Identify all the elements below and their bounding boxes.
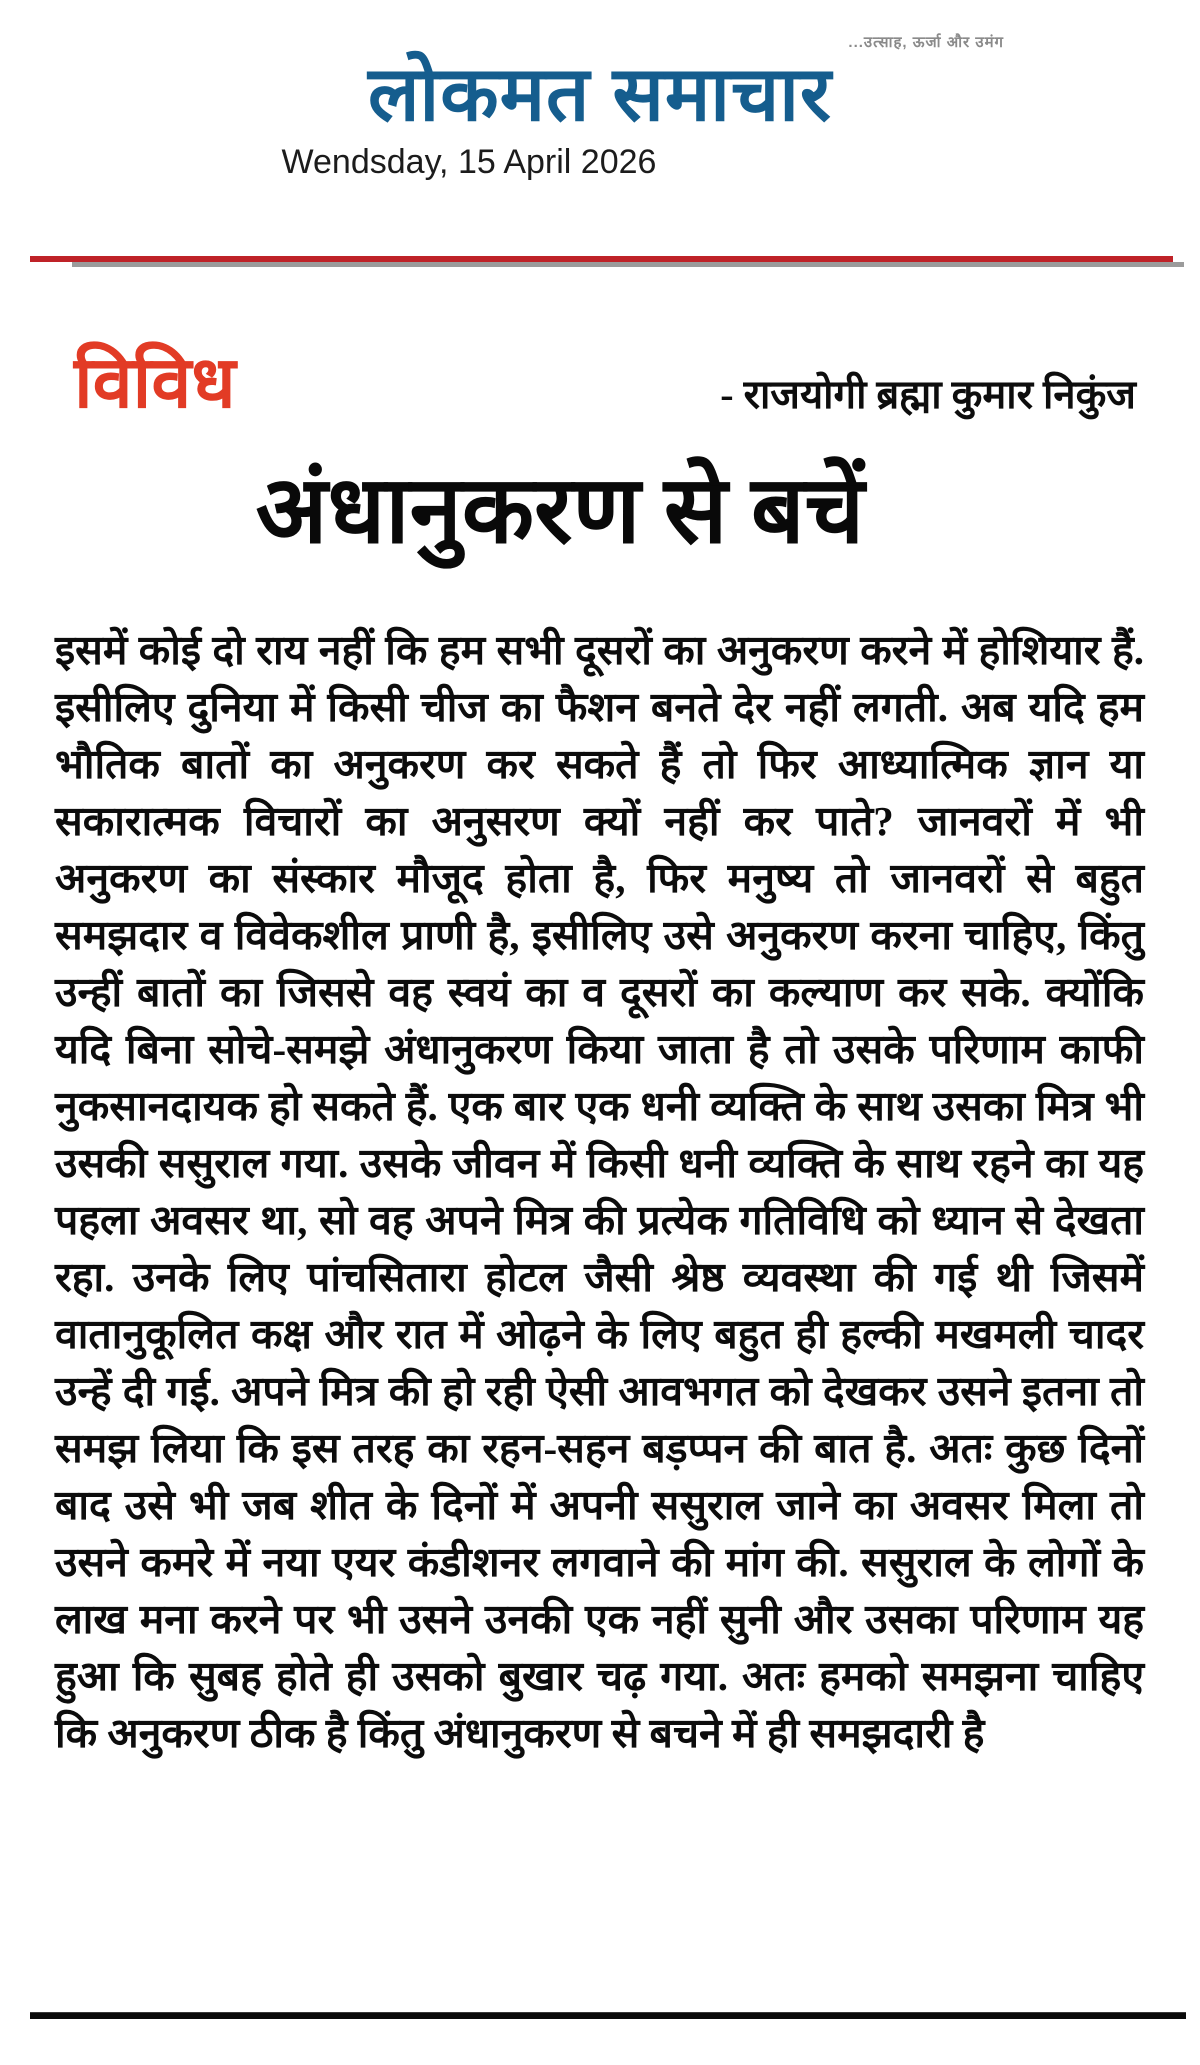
publication-date: Wendsday, 15 April 2026: [281, 143, 657, 182]
article-headline: अंधानुकरण से बचें: [255, 458, 865, 563]
article-byline: - राजयोगी ब्रह्मा कुमार निकुंज: [720, 372, 1136, 418]
bottom-divider-rule: [30, 2012, 1186, 2019]
section-label: विविध: [74, 343, 236, 424]
newspaper-title: लोकमत समाचार: [368, 52, 832, 137]
gray-shadow-rule: [72, 262, 1184, 267]
masthead-wrap: [190, 32, 1010, 137]
article-body: इसमें कोई दो राय नहीं कि हम सभी दूसरों का अनुकरण करने में होशियार हैं. इसीलिए दुनिया में किसी चीज का फैशन बनते देर नहीं लगती. अब यदि हम भौतिक बातों का अनुकरण कर सकते हैं तो फिर आध्यात्मिक ज्ञान या सकारात्मक विचारों का अनुसरण क्यों नहीं कर पाते? जानवरों में भी अनुकरण का संस्कार मौजूद होता है, फिर मनुष्य तो जानवरों से बहुत समझदार व विवेकशील प्राणी है, इसीलिए उसे अनुकरण करना चाहिए, किंतु उन्हीं बातों का जिससे वह स्वयं का व दूसरों का कल्याण कर सके. क्योंकि यदि बिना सोचे-समझे अंधानुकरण किया जाता है तो उसके परिणाम काफी नुकसानदायक हो सकते हैं. एक बार एक धनी व्यक्ति के साथ उसका मित्र भी उसकी ससुराल गया. उसके जीवन में किसी धनी व्यक्ति के साथ रहने का यह पहला अवसर था, सो वह अपने मित्र की प्रत्येक गतिविधि को ध्यान से देखता रहा. उनके लिए पांचसितारा होटल जैसी श्रेष्ठ व्यवस्था की गई थी जिसमें वातानुकूलित कक्ष और रात में ओढ़ने के लिए बहुत ही हल्की मखमली चादर उन्हें दी गई. अपने मित्र की हो रही ऐसी आवभगत को देखकर उसने इतना तो समझ लिया कि इस तरह का रहन-सहन बड़प्पन की बात है. अतः कुछ दिनों बाद उसे भी जब शीत के दिनों में अपनी ससुराल जाने का अवसर मिला तो उसने कमरे में नया एयर कंडीशनर लगवाने की मांग की. ससुराल के लोगों के लाख मना करने पर भी उसने उनकी एक नहीं सुनी और उसका परिणाम यह हुआ कि सुबह होते ही उसको बुखार चढ़ गया. अतः हमको समझना चाहिए कि अनुकरण ठीक है किंतु अंधानुकरण से बचने में ही समझदारी है: [55, 626, 1144, 1756]
masthead-tagline: ...उत्साह, ऊर्जा और उमंग: [848, 34, 1004, 51]
masthead-area: [0, 0, 1200, 182]
section-row: [0, 337, 1200, 431]
